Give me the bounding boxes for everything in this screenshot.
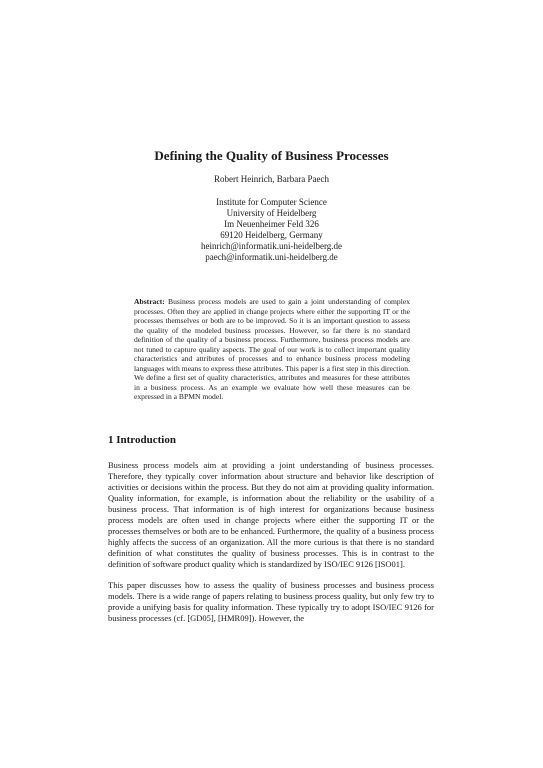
abstract-label: Abstract: — [134, 297, 165, 306]
affiliation-city: 69120 Heidelberg, Germany — [220, 230, 323, 240]
affiliation-university: University of Heidelberg — [226, 208, 317, 218]
body-paragraph: This paper discusses how to assess the quality of business processes and business process models. There is a wide range of papers relating to business process quality, but only few try to provide a unifying basis for quality information. These typically try to adopt ISO/IEC 9126 for business processes (cf. [GD05], [HMR09]). However, the — [108, 580, 434, 623]
paper-title: Defining the Quality of Business Processes — [154, 148, 389, 163]
affiliation-street: Im Neuenheimer Feld 326 — [224, 219, 319, 229]
paper-authors: Robert Heinrich, Barbara Paech — [214, 174, 329, 184]
affiliation-block — [0, 197, 543, 263]
abstract-text: Business process models are used to gain a joint understanding of complex processes. Often they are applied in change projects where either the supporting IT or the processes themselves or both are to be improved. So it is an important question to assess the quality of the modeled business processes. However, so far there is no standard definition of the quality of a business process. Furthermore, business process models are not tuned to capture quality aspects. The goal of our work is to collect important quality characteristics and attributes of processes and to enhance business process modeling languages with means to express these attributes. This paper is a first step in this direction. We define a first set of quality characteristics, attributes and measures for these attributes in a business process. As an example we evaluate how well these measures can be expressed in a BPMN model. — [134, 297, 410, 401]
author-email: heinrich@informatik.uni-heidelberg.de — [200, 241, 343, 251]
abstract — [134, 297, 410, 402]
author-email: paech@informatik.uni-heidelberg.de — [205, 252, 338, 262]
section-heading: 1 Introduction — [108, 434, 176, 446]
affiliation-institute: Institute for Computer Science — [216, 197, 327, 207]
body-paragraph: Business process models aim at providing a joint understanding of business processes. Therefore, they typically cover information about structure and behavior like description of activities or decisions within the process. But they do not aim at providing quality information. Quality information, for example, is information about the reliability or the usability of a business process. That information is of high interest for organizations because business process models are often used in change projects where either the supporting IT or the processes themselves or both are to be enhanced. Furthermore, the quality of a business process highly affects the success of an organization. All the more curious is that there is no standard definition of what constitutes the quality of business processes. This is in contrast to the definition of software product quality which is standardized by ISO/IEC 9126 [ISO01]. — [108, 460, 434, 569]
